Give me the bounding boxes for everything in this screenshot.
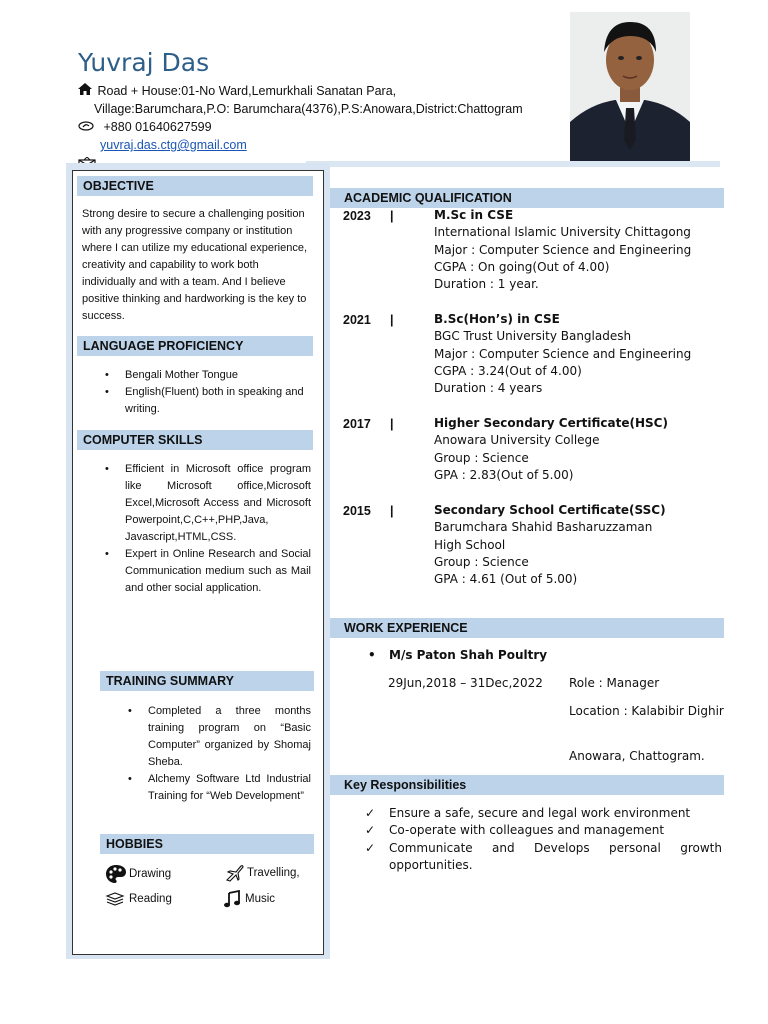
training-heading: TRAINING SUMMARY [100,671,314,691]
education-detail: Major : Computer Science and Engineering [434,346,692,361]
list-item: ✓ Ensure a safe, secure and legal work environment [365,805,722,822]
profile-photo [570,12,690,161]
phone-line [78,118,523,136]
list-item: • Efficient in Microsoft office program like Microsoft office,Microsoft Excel,Microsoft Access and Microsoft Powerpoint,C,C++,PHP,Java, Javascript,HTML,CSS. [105,461,311,546]
education-degree: M.Sc in CSE [434,208,514,222]
education-year: 2015 [343,504,371,518]
education-detail: Anowara University College [434,433,600,448]
candidate-name: Yuvraj Das [78,48,210,77]
education-detail: Group : Science [434,554,529,569]
education-detail: Duration : 1 year. [434,277,539,292]
email-link[interactable]: yuvraj.das.ctg@gmail.com [100,138,247,152]
list-item: ✓ Communicate and Develops personal growth opportunities. [365,840,722,875]
education-detail: Barumchara Shahid Basharuzzaman [434,520,653,535]
training-list [128,703,311,805]
sidebar [72,170,324,955]
separator: | [390,313,394,327]
list-item: ✓ Co-operate with colleagues and management [365,822,722,839]
language-list [105,367,305,418]
palette-icon [105,864,127,884]
books-icon [105,892,125,906]
home-icon [78,82,94,100]
education-year: 2023 [343,209,371,223]
objective-heading: OBJECTIVE [77,176,313,196]
academic-heading: ACADEMIC QUALIFICATION [330,188,724,208]
music-note-icon [223,890,241,908]
education-detail: Group : Science [434,450,529,465]
header-divider [306,161,720,167]
education-detail: Duration : 4 years [434,381,543,396]
work-role: Role : Manager [569,676,660,690]
hobby-music: Music [223,890,275,908]
separator: | [390,417,394,431]
education-year: 2017 [343,417,371,431]
education-detail: Major : Computer Science and Engineering [434,242,692,257]
work-location: Location : Kalabibir Dighir [569,704,724,718]
separator: | [390,504,394,518]
hobby-drawing: Drawing [105,864,171,884]
list-item: • Alchemy Software Ltd Industrial Training for “Web Development” [128,771,311,805]
separator: | [390,209,394,223]
education-detail: High School [434,537,506,552]
education-detail: GPA : 4.61 (Out of 5.00) [434,572,578,587]
list-item: • Bengali Mother Tongue [105,367,305,384]
computer-skills-heading: COMPUTER SKILLS [77,430,313,450]
work-location-city: Anowara, Chattogram. [569,749,705,763]
responsibilities-heading: Key Responsibilities [330,775,724,795]
language-heading: LANGUAGE PROFICIENCY [77,336,313,356]
work-company: • M/s Paton Shah Poultry [368,648,548,662]
hobby-travelling: Travelling, [225,864,300,882]
work-heading: WORK EXPERIENCE [330,618,724,638]
education-detail: International Islamic University Chittagong [434,225,691,240]
airplane-icon [225,864,245,882]
education-year: 2021 [343,313,371,327]
phone-icon [78,118,94,136]
list-item: • English(Fluent) both in speaking and writing. [105,384,305,418]
computer-skills-list [105,461,311,597]
address-line-2: Village:Barumchara,P.O: Barumchara(4376),P.S:Anowara,District:Chattogram [94,102,523,116]
education-degree: B.Sc(Hon’s) in CSE [434,312,560,326]
education-detail: CGPA : On going(Out of 4.00) [434,259,610,274]
responsibilities-list [365,805,722,874]
education-degree: Secondary School Certificate(SSC) [434,503,666,517]
hobbies-heading: HOBBIES [100,834,314,854]
education-degree: Higher Secondary Certificate(HSC) [434,416,668,430]
education-detail: GPA : 2.83(Out of 5.00) [434,467,574,482]
address-line-1: Road + House:01-No Ward,Lemurkhali Sanatan Para, [78,82,523,100]
hobby-reading: Reading [105,892,172,906]
list-item: • Completed a three months training program on “Basic Computer” organized by Shomaj Sheba. [128,703,311,771]
phone-number: +880 01640627599 [103,120,212,134]
work-dates: 29Jun,2018 – 31Dec,2022 [388,676,543,690]
education-detail: BGC Trust University Bangladesh [434,329,632,344]
education-detail: CGPA : 3.24(Out of 4.00) [434,363,582,378]
list-item: • Expert in Online Research and Social Communication medium such as Mail and other social application. [105,546,311,597]
objective-text: Strong desire to secure a challenging position with any progressive company or institution where I can utilize my educational experience, creativity and capability to work both individually and with a team. And I believe positive thinking and hardworking is the key to success. [82,208,308,322]
email-line [78,136,523,154]
